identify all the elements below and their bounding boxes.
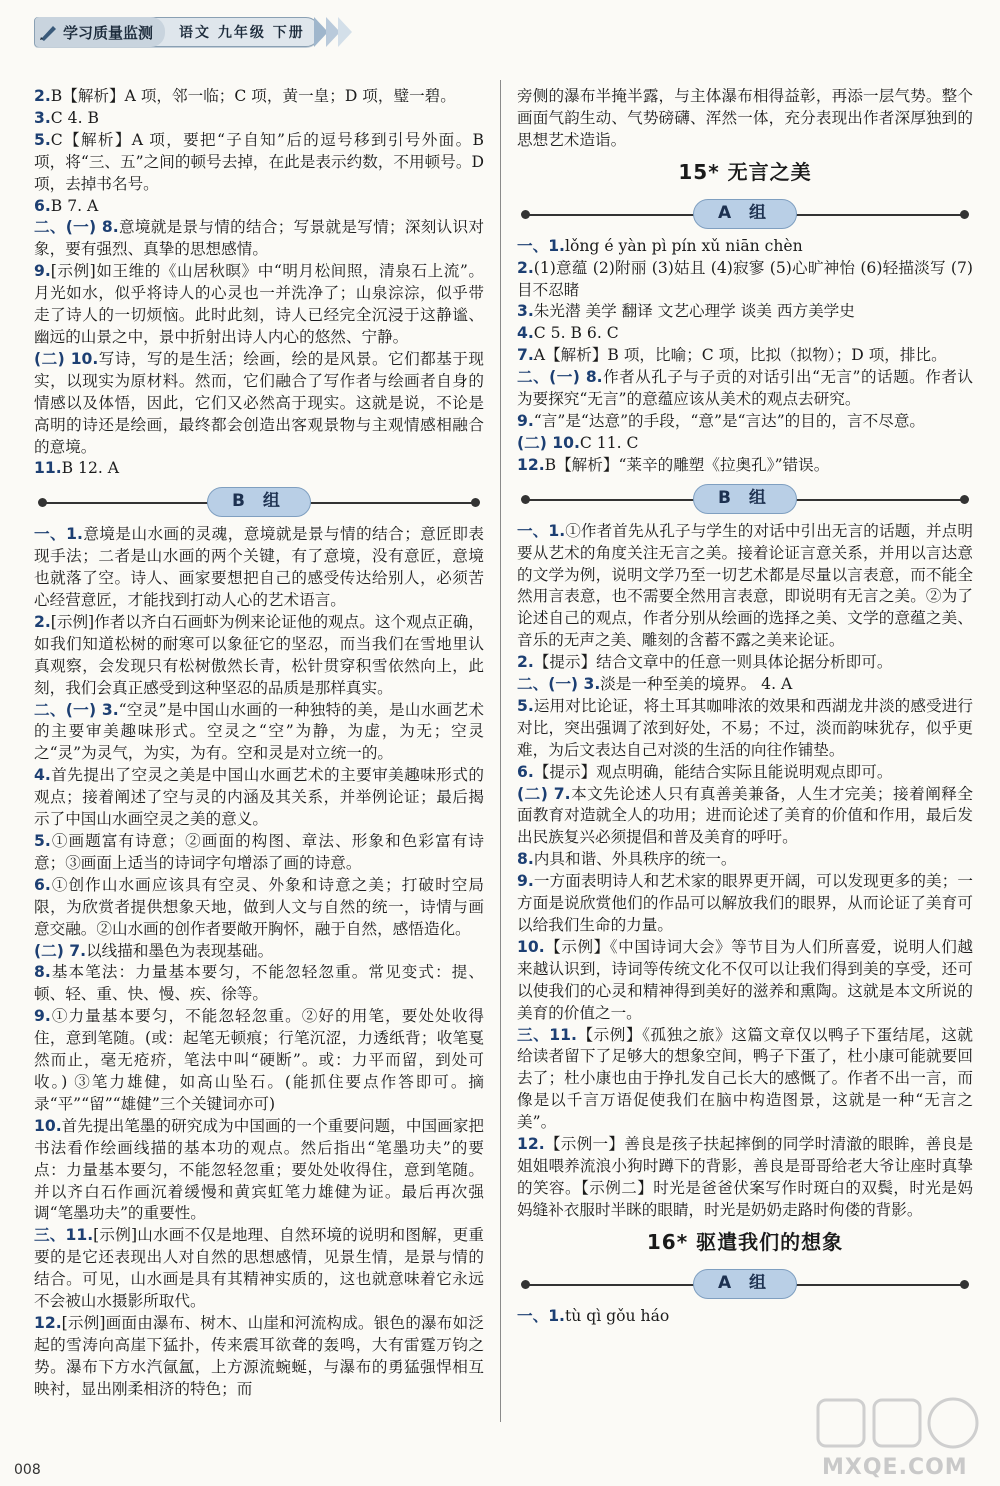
- answer-number: 12.: [517, 1135, 545, 1154]
- answer-number: (二) 10.: [34, 349, 99, 368]
- answer-number: 一、1.: [34, 525, 83, 544]
- answer-number: 5.: [517, 696, 534, 715]
- answer-text: 运用对比论证，将土耳其咖啡浓的效果和西湖龙井淡的感受进行对比，突出强调了浓到好处，不易；不过，淡而韵味犹存，似乎更难，为后文表达自己对淡的生活的向往作铺垫。: [517, 696, 973, 759]
- answer-number: 三、11.: [34, 1226, 94, 1245]
- answer-number: 二、(一) 3.: [517, 675, 601, 694]
- answer-text: 【示例一】善良是孩子扶起摔倒的同学时清澈的眼眸，善良是姐姐喂养流浪小狗时蹲下的背影，善良是哥哥给老大爷让座时真挚的笑容。【示例二】时光是爸爸伏案写作时斑白的双鬓，时光是妈妈缝补衣服时半眯的眼睛，时光是奶奶走路时佝偻的背影。: [517, 1135, 973, 1219]
- answer-text: 写诗，写的是生活；绘画，绘的是风景。它们都基于现实，以现实为原材料。然而，它们融合了写作者与绘画者自身的情感以及体悟，因此，它们又必然高于现实。这就是说，不论是高明的诗还是绘画，最终都会创造出客观景物与主观情感相融合的意境。: [34, 349, 484, 456]
- page-number: 008: [14, 1462, 41, 1478]
- answer-text: 意境就是景与情的结合；写景就是写情；深刻认识对象，要有强烈、真挚的思想感情。: [34, 218, 484, 259]
- answer-text: 【提示】结合文章中的任意一则具体论据分析即可。: [533, 653, 893, 672]
- answer-text: 一方面表明诗人和艺术家的眼界更开阔，可以发现更多的美；一方面是说欣赏他们的作品可以解放我们的眼界，从而论证了美育可以给我们生命的力量。: [517, 872, 973, 934]
- answer-item: [517, 258, 973, 302]
- group-label: B 组: [207, 487, 311, 517]
- answer-number: 5.: [34, 130, 51, 149]
- answer-text: B 7. A: [50, 196, 99, 215]
- answer-item: [517, 784, 973, 850]
- answer-text: “言”是“达意”的手段，“意”是“言达”的目的，言不尽意。: [533, 411, 926, 430]
- answer-number: 4.: [517, 324, 534, 343]
- answer-text: 旁侧的瀑布半掩半露，与主体瀑布相得益彰，再添一层气势。整个画面气韵生动、气势磅礴、浑然一体，充分表现出作者深厚独到的思想艺术造诣。: [517, 87, 973, 149]
- answer-item: [517, 433, 973, 455]
- group-label: A 组: [693, 1269, 797, 1299]
- answer-item: [34, 458, 484, 480]
- answer-number: 二、(一) 8.: [34, 218, 119, 237]
- answer-text: 基本笔法：力量基本要匀，不能忽轻忽重。常见变式：提、顿、轻、重、快、慢、疾、徐等。: [34, 963, 484, 1004]
- answer-number: 2.: [517, 258, 534, 277]
- answer-item: [34, 261, 484, 349]
- answer-text: C 11. C: [579, 433, 639, 452]
- answer-number: 3.: [517, 302, 534, 321]
- answer-text: 淡是一种至美的境界。 4. A: [600, 675, 793, 694]
- answer-number: (二) 10.: [517, 433, 580, 452]
- answer-item: [34, 962, 484, 1006]
- answer-text: 首先提出笔墨的研究成为中国画的一个重要问题，中国画家把书法看作绘画线描的基本功的观点。然后指出“笔墨功夫”的要点：力量基本要匀，不能忽轻忽重；要处处收得住，意到笔随。并以齐白石作画沉着缓慢和黄宾虹笔力雄健为证。最后再次强调“笔墨功夫”的重要性。: [34, 1116, 484, 1223]
- answer-item: [34, 765, 484, 831]
- answer-item: [517, 86, 973, 152]
- column-divider: [500, 80, 501, 1422]
- answer-text: A【解析】B 项，比喻；C 项，比拟（拟物）；D 项，排比。: [533, 346, 947, 365]
- answer-text: lǒng é yàn pì pín xǔ niān chèn: [564, 236, 803, 255]
- answer-text: B【解析】A 项，邻一临；C 项，黄一皇；D 项，璧一碧。: [50, 87, 456, 105]
- answer-item: [517, 849, 973, 871]
- answer-text: ①画题富有诗意；②画面的构图、章法、形象和色彩富有诗意；③画面上适当的诗词字句增添了画的诗意。: [34, 832, 484, 872]
- answer-item: [517, 937, 973, 1025]
- answer-item: [517, 871, 973, 937]
- answer-item: [34, 700, 484, 766]
- answer-text: 作者从孔子与子贡的对话引出“无言”的话题。作者认为要探究“无言”的意蕴应该从美术的观点去研究。: [517, 368, 973, 409]
- group-header: [34, 480, 484, 524]
- answer-number: 三、11.: [517, 1025, 577, 1044]
- answer-item: [34, 1006, 484, 1116]
- answer-item: [517, 345, 973, 367]
- answer-item: [34, 524, 484, 612]
- answer-number: 6.: [34, 875, 51, 894]
- answer-number: 二、(一) 8.: [517, 368, 603, 387]
- answer-text: 【示例】《孤独之旅》这篇文章仅以鸭子下蛋结尾，这就给读者留下了足够大的想象空间，鸭子下蛋了，杜小康可能就要回去了；杜小康也由于挣扎发自己长大的感慨了。作者不出一言，而像是以千言万语促使我们在脑中构造图景，这就是一种“无言之美”。: [517, 1025, 974, 1132]
- answer-item: [34, 86, 484, 108]
- left-column: [34, 86, 484, 1401]
- answer-text: C 4. B: [50, 108, 99, 127]
- answer-item: [34, 831, 484, 875]
- header-subject: 语文 九年级 下册: [179, 25, 305, 41]
- answer-number: 一、1.: [517, 1306, 565, 1325]
- group-header: [517, 1262, 973, 1306]
- answer-text: [示例]画面由瀑布、树木、山崖和河流构成。银色的瀑布如泛起的雪涛向高崖下猛扑，传来震耳欲聋的轰鸣，大有雷霆万钧之势。瀑布下方水汽氤氲，上方源流蜿蜒，与瀑布的勇猛强悍相互映衬，显出刚柔相济的特色；而: [34, 1313, 484, 1398]
- lesson-title: 16* 驱遣我们的想象: [646, 1229, 844, 1254]
- answer-text: [示例]作者以齐白石画虾为例来论证他的观点。这个观点正确，如我们知道松树的耐寒可以象征它的坚忍，而当我们在雪地里认真观察，会发现只有松树傲然长青，松针贯穿积雪依然向上，此刻，我们会真正感受到这种坚忍的品质是那样真实。: [34, 612, 484, 697]
- page-header: [34, 16, 352, 48]
- answer-text: C【解析】A 项，要把“子自知”后的逗号移到引号外面。B 项，将“三、五”之间的顿号去掉，在此是表示约数，不用顿号。D 项，去掉书名号。: [34, 130, 484, 193]
- answer-number: 9.: [517, 872, 534, 891]
- watermark-text: MXQE.COM: [822, 1455, 968, 1480]
- answer-text: 【示例】《中国诗词大会》等节目为人们所喜爱，说明人们越来越认识到，诗词等传统文化不仅可以让我们得到美的享受，还可以使我们的心灵和精神得到美好的滋养和熏陶。这就是本文所说的美育的价值之一。: [517, 937, 973, 1022]
- answer-text: tù qì gǒu háo: [564, 1306, 670, 1325]
- answer-item: [517, 323, 973, 345]
- answer-number: 5.: [34, 832, 51, 850]
- answer-text: 首先提出了空灵之美是中国山水画艺术的主要审美趣味形式的观点；接着阐述了空与灵的内涵及其关系，并举例论证；最后揭示了中国山水画空灵之美的意义。: [34, 766, 484, 829]
- group-label: A 组: [693, 199, 797, 229]
- answer-text: 内具和谐、外具秩序的统一。: [533, 850, 737, 869]
- answer-item: [517, 1025, 973, 1135]
- answer-number: 10.: [34, 1116, 62, 1135]
- answer-item: [34, 217, 484, 261]
- answer-item: [517, 301, 973, 323]
- answer-item: [517, 411, 973, 433]
- answer-text: ①创作山水画应该具有空灵、外象和诗意之美；打破时空局限，为欣赏者提供想象天地，做到人文与自然的统一，诗情与画意交融。②山水画的创作者要敞开胸怀，融于自然，感悟造化。: [34, 875, 484, 938]
- right-column: [517, 86, 973, 1328]
- group-header: [517, 192, 973, 236]
- answer-number: 一、1.: [517, 236, 565, 255]
- answer-number: 10.: [517, 937, 545, 956]
- answer-text: 朱光潜 美学 翻译 文艺心理学 谈美 西方美学史: [533, 302, 855, 321]
- answer-item: [34, 941, 484, 963]
- answer-item: [34, 130, 484, 196]
- answer-text: ①力量基本要匀，不能忽轻忽重。②好的用笔，要处处收得住，意到笔随。(或：起笔无顿痕；行笔沉涩，力透纸背；收笔戛然而止，毫无疮疥，笔法中叫“硬断”。或：力平而留，到处可收。) ③笔力雄健，如高山坠石。(能抓住要点作答即可。摘录“平”“留”“雄健”三个关键词亦可): [34, 1007, 484, 1113]
- group-header: [517, 477, 973, 521]
- answer-item: [34, 1116, 484, 1226]
- answer-number: 4.: [34, 766, 51, 785]
- answer-number: 7.: [517, 346, 534, 365]
- answer-number: 2.: [517, 653, 534, 672]
- answer-item: [517, 236, 973, 258]
- answer-item: [34, 196, 484, 218]
- answer-item: [34, 349, 484, 459]
- answer-item: [34, 875, 484, 941]
- answer-item: [517, 762, 973, 784]
- header-box: [34, 17, 320, 47]
- answer-number: 9.: [34, 262, 51, 281]
- header-brand-text: 学习质量监测: [63, 23, 154, 42]
- lesson-title: 15* 无言之美: [678, 159, 812, 184]
- answer-text: B【解析】“莱辛的雕塑《拉奥孔》”错误。: [544, 455, 830, 474]
- answer-item: [34, 108, 484, 130]
- answer-text: [示例]如王维的《山居秋暝》中“明月松间照，清泉石上流”。月光如水，似乎将诗人的心灵也一并洗净了；山泉淙淙，似乎带走了诗人的一切烦恼。此时此刻，诗人已经完全沉浸于这静谧、幽远的山景之中，景中折射出诗人内心的悠然、宁静。: [34, 262, 484, 346]
- answer-item: [517, 674, 973, 696]
- header-brand: [35, 17, 165, 47]
- answer-item: [517, 455, 973, 477]
- answer-number: 6.: [517, 762, 534, 781]
- answer-number: 12.: [517, 455, 545, 474]
- answer-text: [示例]山水画不仅是地理、自然环境的说明和图解，更重要的是它还表现出人对自然的思想感情，见景生情，是景与情的结合。可见，山水画是具有其精神实质的，这也就意味着它永远不会被山水摄影所取代。: [34, 1226, 485, 1311]
- answer-item: [34, 1225, 484, 1313]
- answer-number: 9.: [517, 411, 534, 430]
- answer-number: 2.: [34, 612, 51, 631]
- pen-icon: [39, 23, 59, 41]
- answer-item: [517, 367, 973, 411]
- answer-number: 12.: [34, 1313, 62, 1332]
- answer-text: B 12. A: [61, 459, 120, 478]
- answer-number: 6.: [34, 196, 51, 215]
- answer-number: (二) 7.: [517, 784, 571, 803]
- answer-item: [517, 521, 973, 652]
- answer-text: ①作者首先从孔子与学生的对话中引出无言的话题，并点明要从艺术的角度关注无言之美。接着论证言意关系，并用以言达意的文学为例，说明文学乃至一切艺术都是尽量以言表意，而不能全然用言表意，也不需要全然用言表意，即说明有无言之美。②为了论述自己的观点，作者分别从绘画的选择之美、文学的意蕴之美、音乐的无声之美、雕刻的含蓄不露之美来论证。: [517, 521, 973, 650]
- answer-text: C 5. B 6. C: [533, 324, 619, 343]
- group-label: B 组: [693, 484, 797, 514]
- answer-number: 3.: [34, 108, 51, 127]
- answer-number: 二、(一) 3.: [34, 700, 119, 719]
- answer-number: 8.: [517, 850, 534, 869]
- answer-number: 一、1.: [517, 521, 566, 540]
- answer-text: “空灵”是中国山水画的一种独特的美，是山水画艺术的主要审美趣味形式。空灵之“空”为静，为虚，为无；空灵之“灵”为灵气，为实，为有。空和灵是对立统一的。: [34, 700, 484, 763]
- answer-number: (二) 7.: [34, 941, 87, 960]
- answer-text: 以线描和墨色为表现基础。: [86, 941, 274, 960]
- answer-text: 意境是山水画的灵魂，意境就是景与情的结合；意匠即表现手法；二者是山水画的两个关键，有了意境，没有意匠，意境也就落了空。诗人、画家要想把自己的感受传达给别人，必须苦心经营意匠，才能找到打动人心的艺术语言。: [34, 525, 484, 610]
- answer-number: 9.: [34, 1007, 51, 1026]
- answer-item: [34, 612, 484, 700]
- answer-item: [34, 1313, 484, 1401]
- answer-number: 11.: [34, 459, 62, 478]
- answer-item: [517, 652, 973, 674]
- answer-number: 2.: [34, 87, 51, 105]
- answer-item: [517, 1134, 973, 1222]
- answer-item: [517, 1306, 973, 1328]
- answer-text: (1)意蕴 (2)附丽 (3)姑且 (4)寂寥 (5)心旷神怡 (6)轻描淡写 (7)目不忍睹: [517, 258, 973, 299]
- answer-item: [517, 696, 973, 762]
- header-arrows-icon: [316, 17, 352, 47]
- answer-text: 【提示】观点明确，能结合实际且能说明观点即可。: [533, 762, 893, 781]
- answer-text: 本文先论述人只有真善美兼备，人生才完美；接着阐释全面教育对造就全人的功用；进而论述了美育的价值和作用，最后发出民族复兴必须提倡和普及美育的呼吁。: [517, 784, 973, 847]
- answer-number: 8.: [34, 963, 51, 982]
